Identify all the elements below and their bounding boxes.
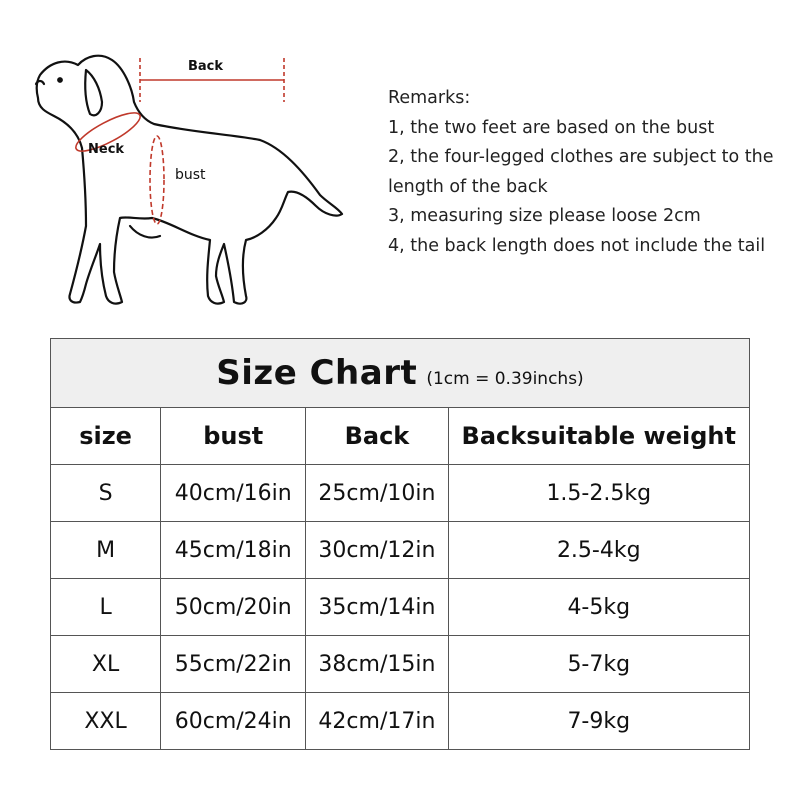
cell-bust: 45cm/18in (161, 522, 306, 579)
bust-measure-ring (150, 136, 164, 224)
cell-size: S (51, 465, 161, 522)
dog-measurement-diagram (20, 40, 360, 330)
cell-back: 25cm/10in (306, 465, 448, 522)
cell-size: M (51, 522, 161, 579)
size-chart-table (50, 338, 750, 750)
cell-size: XL (51, 636, 161, 693)
remark-line: length of the back (388, 176, 548, 197)
table-row (51, 579, 750, 636)
table-row (51, 465, 750, 522)
cell-bust: 55cm/22in (161, 636, 306, 693)
header-size: size (51, 408, 161, 465)
cell-size: L (51, 579, 161, 636)
header-bust: bust (161, 408, 306, 465)
cell-weight: 4-5kg (448, 579, 749, 636)
size-chart-subtitle: (1cm = 0.39inchs) (426, 369, 584, 389)
table-row (51, 693, 750, 750)
neck-label: Neck (88, 142, 125, 157)
measurement-lines (72, 58, 284, 224)
size-chart-title: Size Chart (216, 353, 418, 393)
cell-back: 35cm/14in (306, 579, 448, 636)
table-header-row (51, 408, 750, 465)
remark-line: 3, measuring size please loose 2cm (388, 206, 701, 226)
cell-bust: 50cm/20in (161, 579, 306, 636)
table-row (51, 522, 750, 579)
cell-weight: 1.5-2.5kg (448, 465, 749, 522)
table-row (51, 636, 750, 693)
remarks-heading: Remarks: (388, 88, 471, 108)
cell-bust: 60cm/24in (161, 693, 306, 750)
cell-size: XXL (51, 693, 161, 750)
size-chart-title-row (51, 339, 750, 408)
size-chart-title-cell (51, 339, 750, 408)
cell-back: 42cm/17in (306, 693, 448, 750)
remarks-block (388, 84, 788, 261)
back-label: Back (188, 59, 224, 74)
header-back: Back (306, 408, 448, 465)
cell-weight: 5-7kg (448, 636, 749, 693)
remark-line: 1, the two feet are based on the bust (388, 117, 715, 138)
remark-line: 4, the back length does not include the tail (388, 235, 766, 256)
cell-back: 38cm/15in (306, 636, 448, 693)
cell-bust: 40cm/16in (161, 465, 306, 522)
header-weight: Backsuitable weight (448, 408, 749, 465)
cell-back: 30cm/12in (306, 522, 448, 579)
cell-weight: 7-9kg (448, 693, 749, 750)
remark-line: 2, the four-legged clothes are subject to the (388, 147, 774, 167)
bust-label: bust (175, 167, 206, 183)
cell-weight: 2.5-4kg (448, 522, 749, 579)
